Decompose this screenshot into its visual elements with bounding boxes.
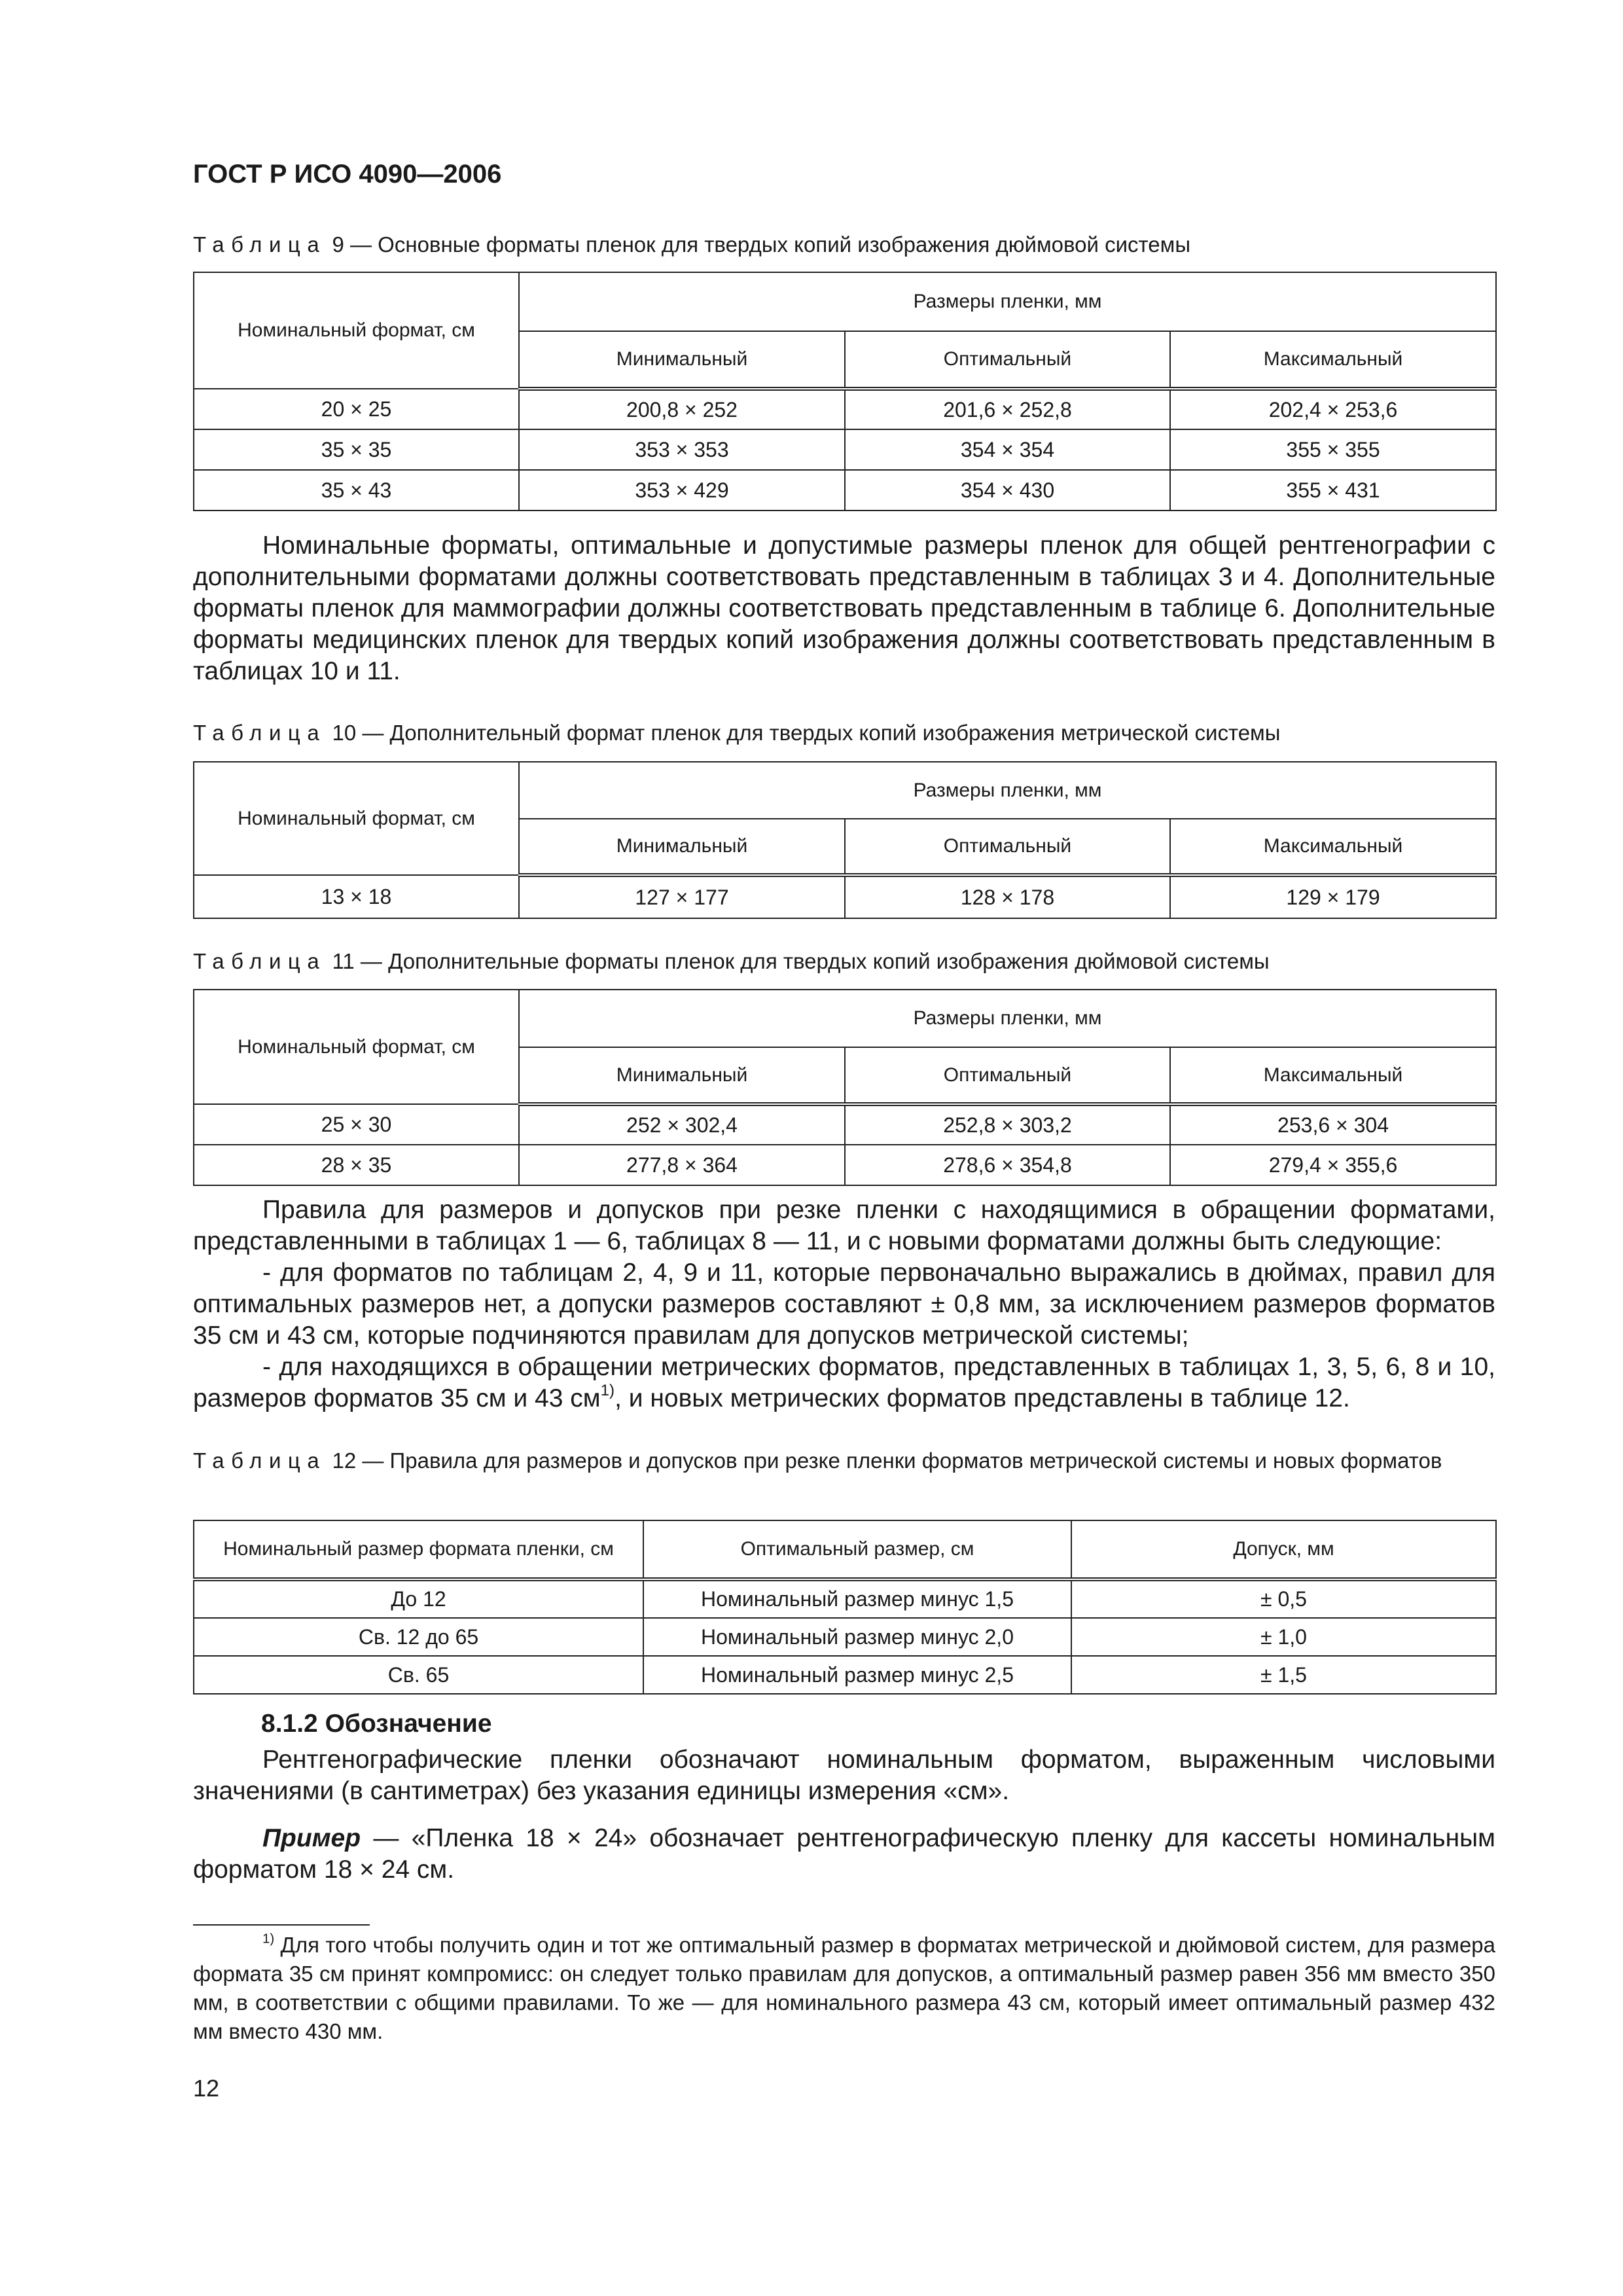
table9 [193,272,1497,511]
table12-caption-word: Таблица [193,1448,327,1473]
table-cell: 200,8 × 252 [519,389,845,429]
table11-header-min: Минимальный [519,1047,845,1104]
table-cell: 277,8 × 364 [519,1145,845,1185]
example-label: Пример [262,1824,361,1852]
table-cell: 253,6 × 304 [1170,1104,1496,1145]
table-cell: 354 × 354 [845,429,1170,470]
table-cell: ± 0,5 [1071,1579,1496,1618]
table10 [193,761,1497,919]
table10-caption [193,719,1495,747]
table9-header-nominal: Номинальный формат, см [194,272,519,389]
table10-header-min: Минимальный [519,819,845,875]
table-cell: 28 × 35 [194,1145,519,1185]
table-cell: 128 × 178 [845,875,1170,918]
paragraph-text: Правила для размеров и допусков при резке пленки с находящимися в обращении форматами, представленными в таблицах 1 — 6, таблицах 8 — 11, и с новыми форматами должны быть следующие: [193,1196,1495,1255]
table-row [194,1618,1496,1656]
document-header: ГОСТ Р ИСО 4090—2006 [193,160,502,188]
table-cell: ± 1,0 [1071,1618,1496,1656]
table-cell: 354 × 430 [845,470,1170,511]
table-cell: 35 × 43 [194,470,519,511]
paragraph-text: Номинальные форматы, оптимальные и допустимые размеры пленок для общей рентгенографии с дополнительными форматами должны соответствовать представленным в таблицах 3 и 4. Дополнительные форматы пленок для маммографии должны соответствовать представленным в таблице 6. Дополнительные форматы медицинских пленок для твердых копий изображения должны соответствовать представленным в таблицах 10 и 11. [193,531,1495,685]
table-cell: Номинальный размер минус 2,0 [643,1618,1071,1656]
list-item-text: , и новых метрических форматов представлены в таблице 12. [615,1384,1350,1412]
table-row [194,1579,1496,1618]
table10-header-group: Размеры пленки, мм [519,762,1496,819]
table-cell: 355 × 355 [1170,429,1496,470]
table12 [193,1520,1497,1695]
table-cell: До 12 [194,1579,643,1618]
table-cell: 202,4 × 253,6 [1170,389,1496,429]
table10-header-max: Максимальный [1170,819,1496,875]
table11-header-max: Максимальный [1170,1047,1496,1104]
page-number: 12 [193,2075,220,2102]
table-cell: 20 × 25 [194,389,519,429]
table-cell: 355 × 431 [1170,470,1496,511]
table-cell: Номинальный размер минус 1,5 [643,1579,1071,1618]
table11-header-group: Размеры пленки, мм [519,990,1496,1047]
table-cell: 278,6 × 354,8 [845,1145,1170,1185]
footnote [193,1931,1495,2046]
table11 [193,989,1497,1186]
table-cell: Номинальный размер минус 2,5 [643,1656,1071,1694]
table-cell: 127 × 177 [519,875,845,918]
table12-caption-text: 12 — Правила для размеров и допусков при резке пленки форматов метрической системы и новых форматов [326,1448,1442,1473]
example-text: — «Пленка 18 × 24» обозначает рентгенографическую пленку для кассеты номинальным форматом 18 × 24 см. [193,1824,1495,1884]
footnote-divider [193,1924,370,1926]
list-item-text: - для находящихся в обращении метрических форматов, представленных в таблицах 1, 3, 5, 6, 8 и 10, размеров форматов 35 см и 43 см [193,1353,1495,1412]
table-cell: 353 × 353 [519,429,845,470]
paragraph-formats [193,530,1495,687]
table-cell: ± 1,5 [1071,1656,1496,1694]
table9-header-min: Минимальный [519,331,845,389]
table-cell: Св. 12 до 65 [194,1618,643,1656]
table-row [194,1145,1496,1185]
footnote-ref: 1) [600,1382,615,1400]
section-body [193,1744,1495,1807]
table-row [194,389,1496,429]
table10-caption-word: Таблица [193,721,327,745]
table-cell: 35 × 35 [194,429,519,470]
table-cell: 252,8 × 303,2 [845,1104,1170,1145]
table10-header-nominal: Номинальный формат, см [194,762,519,875]
table-cell: 279,4 × 355,6 [1170,1145,1496,1185]
footnote-mark: 1) [262,1931,275,1946]
table-cell: 25 × 30 [194,1104,519,1145]
list-item: - для форматов по таблицам 2, 4, 9 и 11, которые первоначально выражались в дюймах, правил для оптимальных размеров нет, а допуски размеров составляют ± 0,8 мм, за исключением размеров форматов 35 см и 43 см, которые подчиняются правилам для допусков метрической системы; [193,1259,1495,1350]
list-item [193,1352,1495,1414]
table9-caption [193,230,1495,259]
table11-caption-text: 11 — Дополнительные форматы пленок для твердых копий изображения дюймовой системы [326,949,1270,973]
paragraph-text: Рентгенографические пленки обозначают номинальным форматом, выраженным числовыми значениями (в сантиметрах) без указания единицы измерения «см». [193,1746,1495,1805]
table-cell: 13 × 18 [194,875,519,918]
table12-header-tolerance: Допуск, мм [1071,1520,1496,1579]
table-cell: 353 × 429 [519,470,845,511]
table9-caption-word: Таблица [193,232,327,257]
table-row [194,875,1496,918]
table11-header-nominal: Номинальный формат, см [194,990,519,1104]
table11-header-opt: Оптимальный [845,1047,1170,1104]
table-row [194,1656,1496,1694]
table-cell: 129 × 179 [1170,875,1496,918]
table10-header-opt: Оптимальный [845,819,1170,875]
example-paragraph [193,1823,1495,1886]
paragraph-rules [193,1194,1495,1414]
table9-header-max: Максимальный [1170,331,1496,389]
table12-header-optimal: Оптимальный размер, см [643,1520,1071,1579]
table9-header-opt: Оптимальный [845,331,1170,389]
table10-caption-text: 10 — Дополнительный формат пленок для твердых копий изображения метрической системы [326,721,1281,745]
table9-caption-text: 9 — Основные форматы пленок для твердых копий изображения дюймовой системы [326,232,1191,257]
table12-header-size: Номинальный размер формата пленки, см [194,1520,643,1579]
table9-header-group: Размеры пленки, мм [519,272,1496,331]
table11-caption-word: Таблица [193,949,327,973]
table-cell: 252 × 302,4 [519,1104,845,1145]
footnote-text: Для того чтобы получить один и тот же оптимальный размер в форматах метрической и дюймовой систем, для размера формата 35 см принят компромисс: он следует только правилам для допусков, а оптимальный размер равен 356 мм вместо 350 мм, в соответствии с общими правилами. То же — для номинального размера 43 см, который имеет оптимальный размер 432 мм вместо 430 мм. [193,1933,1495,2043]
table-cell: 201,6 × 252,8 [845,389,1170,429]
table11-caption [193,947,1495,976]
table-row [194,429,1496,470]
table12-caption [193,1446,1495,1475]
table-cell: Св. 65 [194,1656,643,1694]
table-row [194,470,1496,511]
section-heading: 8.1.2 Обозначение [261,1710,492,1738]
table-row [194,1104,1496,1145]
